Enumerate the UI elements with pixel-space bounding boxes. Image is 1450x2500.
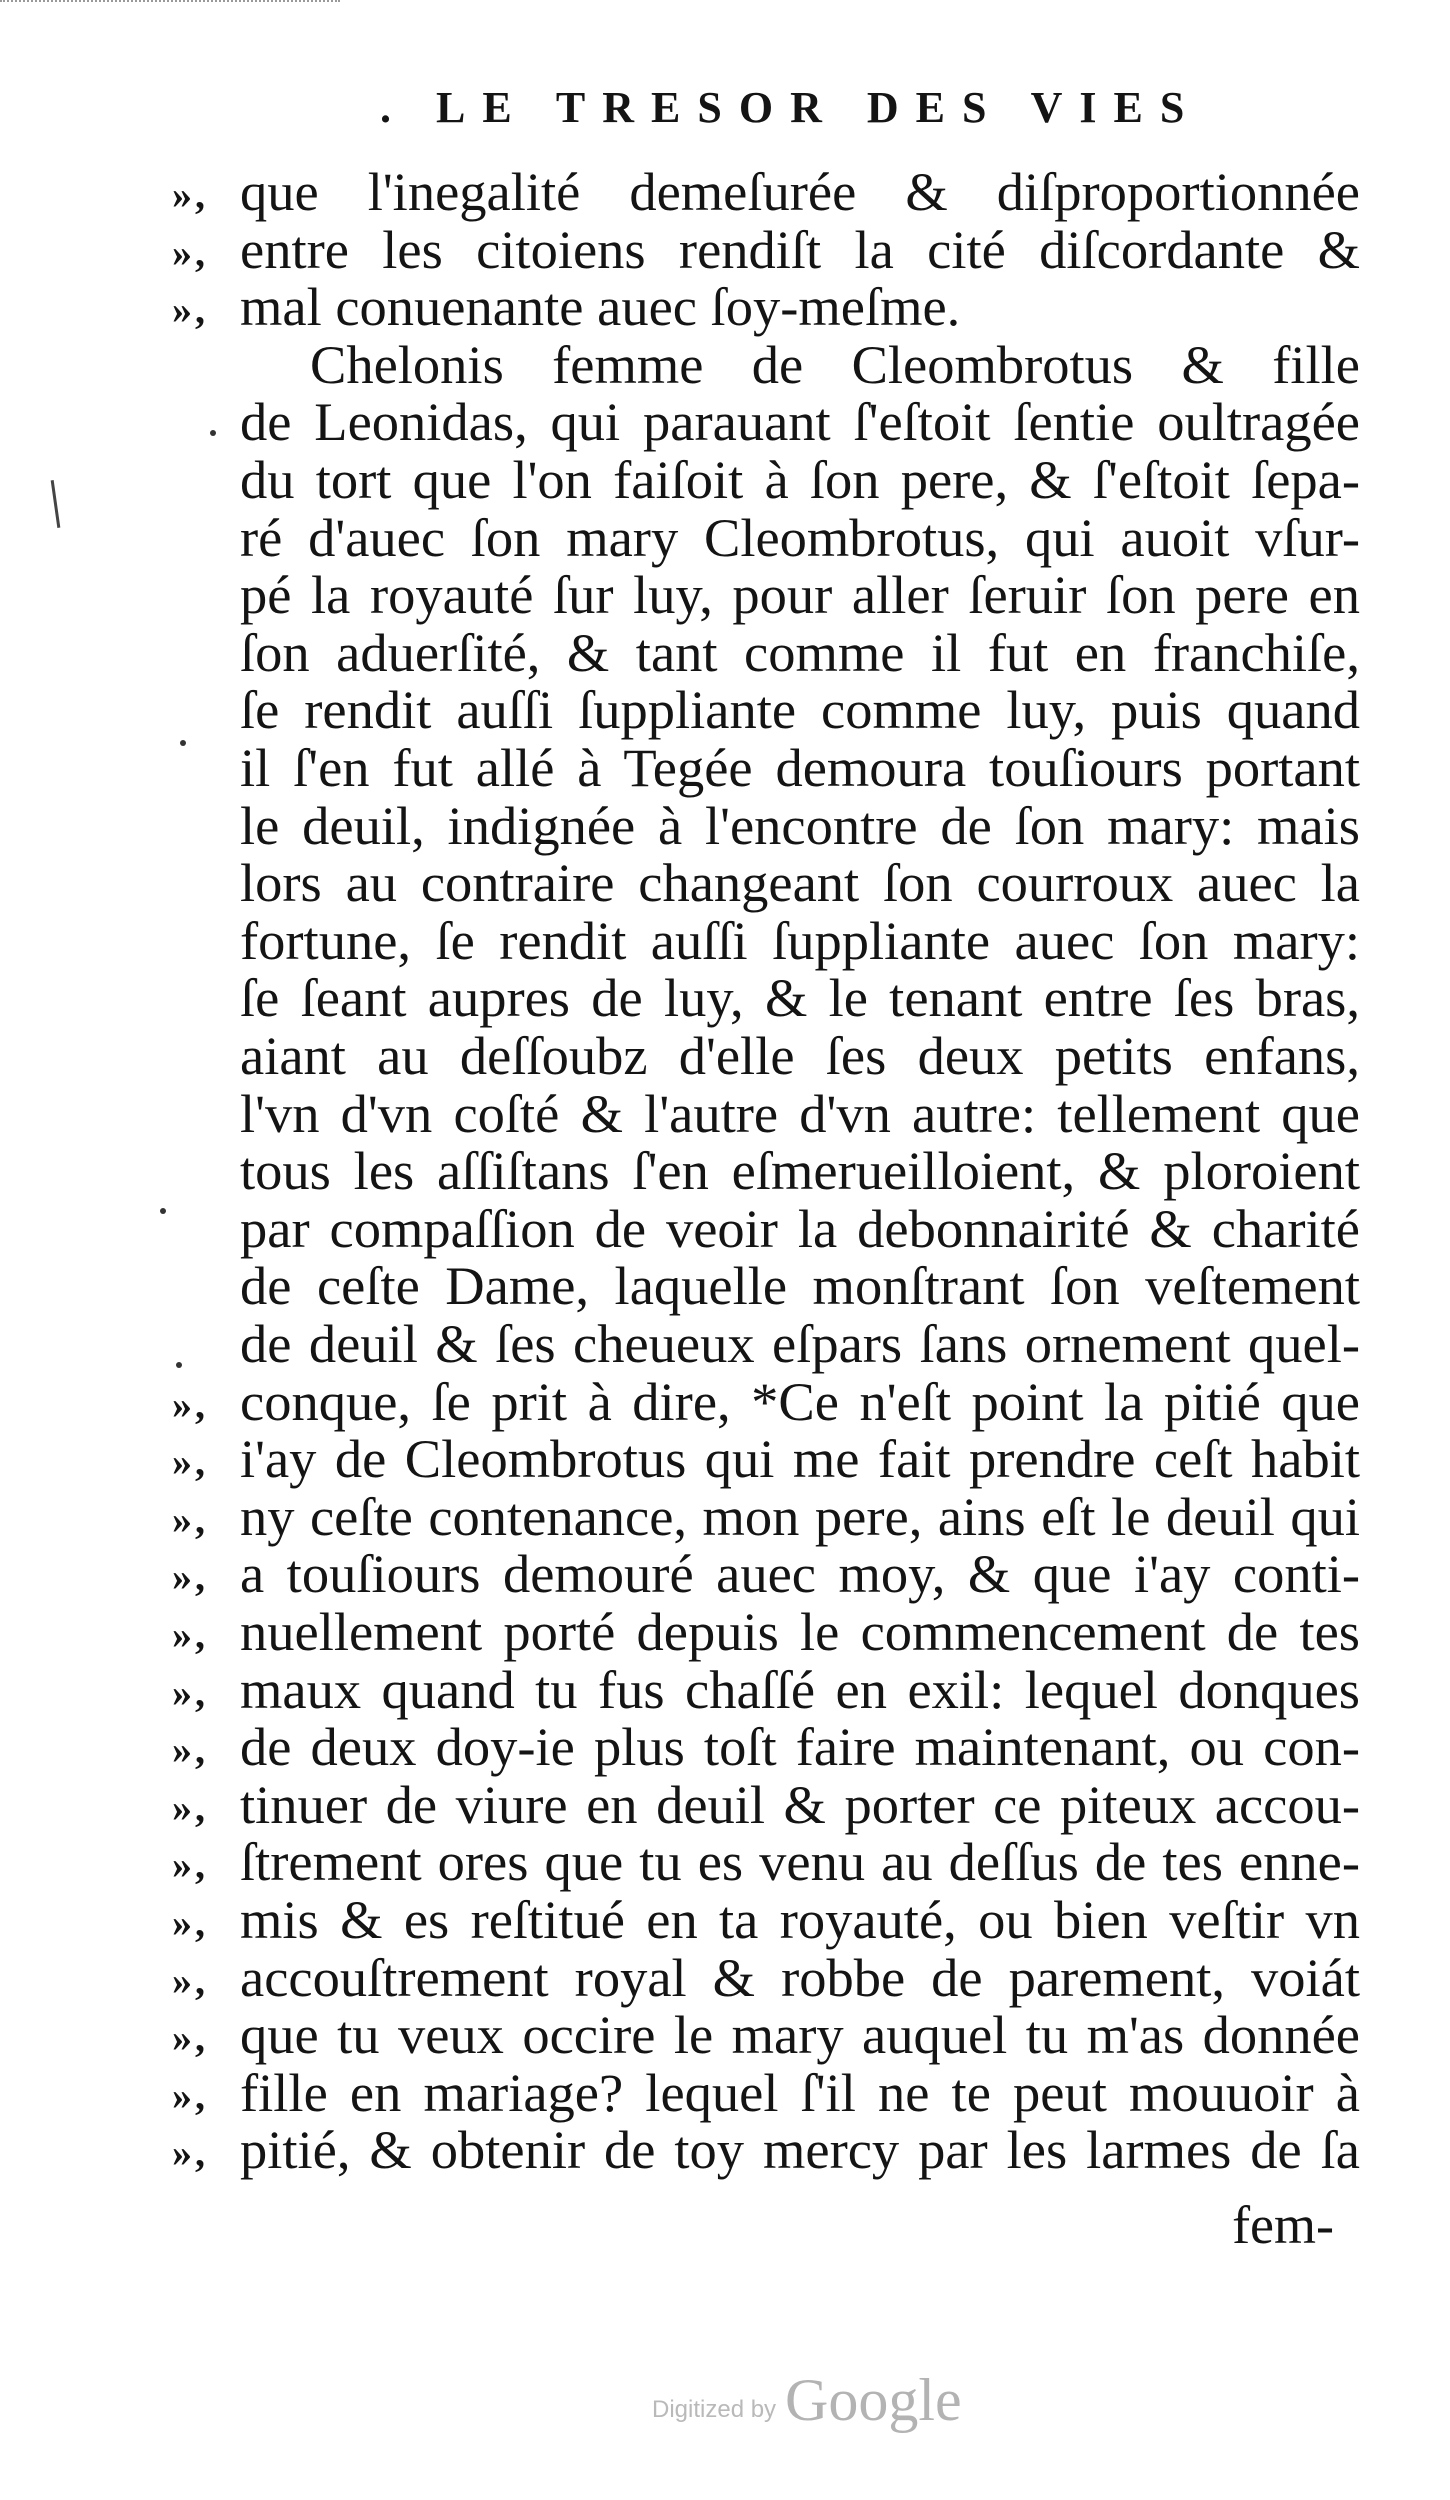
text-line bbox=[0, 451, 1450, 509]
line-text: conque, ſe prit à dire, *Ce n'eſt point la pitié que bbox=[240, 1370, 1360, 1432]
margin-speck bbox=[176, 1362, 182, 1368]
quotation-mark: », bbox=[172, 1957, 208, 2003]
line-text: mis & es reſtitué en ta royauté, ou bien veſtir vn bbox=[240, 1889, 1360, 1950]
line-text: ré d'auec ſon mary Cleombrotus, qui auoit vſur- bbox=[240, 506, 1360, 568]
text-line bbox=[0, 969, 1450, 1027]
quotation-mark: », bbox=[172, 1496, 208, 1542]
line-text: tinuer de viure en deuil & porter ce piteux accou- bbox=[240, 1773, 1360, 1835]
text-line bbox=[0, 1718, 1450, 1776]
quotation-mark: », bbox=[172, 172, 208, 217]
text-line bbox=[0, 566, 1450, 624]
text-line bbox=[0, 1257, 1450, 1315]
page-edge-mark bbox=[0, 0, 340, 10]
line-text: ny ceſte contenance, mon pere, ains eſt le deuil qui bbox=[240, 1485, 1360, 1547]
line-text: pé la royauté ſur luy, pour aller ſeruir ſon pere en bbox=[240, 564, 1360, 626]
quotation-mark: », bbox=[172, 2130, 208, 2176]
line-text: ſtrement ores que tu es venu au deſſus de tes enne- bbox=[240, 1831, 1360, 1893]
quotation-mark: », bbox=[172, 1900, 208, 1945]
line-text: du tort que l'on faiſoit à ſon pere, & ſ'eſtoit ſepa- bbox=[240, 449, 1360, 510]
running-head: . LE TRESOR DES VIES bbox=[380, 83, 1202, 132]
line-text: tous les aſſiſtans ſ'en eſmerueilloient, & ploroient bbox=[240, 1140, 1360, 1202]
line-text: ſon aduerſité, & tant comme il fut en franchiſe, bbox=[240, 621, 1360, 683]
text-line bbox=[0, 2061, 1450, 2123]
text-line bbox=[0, 333, 1450, 395]
quotation-mark: », bbox=[172, 1842, 208, 1888]
text-line bbox=[0, 1027, 1450, 1085]
margin-speck bbox=[160, 1208, 166, 1214]
line-text: entre les citoiens rendiſt la cité diſcordante & bbox=[240, 218, 1360, 280]
text-line bbox=[0, 506, 1450, 568]
text-line bbox=[0, 621, 1450, 683]
text-line bbox=[0, 393, 1450, 451]
line-text: a touſiours demouré auec moy, & que i'ay conti- bbox=[240, 1543, 1360, 1605]
line-text: pitié, & obtenir de toy mercy par les larmes de ſa bbox=[240, 2119, 1360, 2181]
line-text: aiant au deſſoubz d'elle ſes deux petits enfans, bbox=[240, 1025, 1360, 1086]
line-text: fille en mariage? lequel ſ'il ne te peut mouuoir à bbox=[240, 2061, 1360, 2123]
text-line bbox=[0, 2006, 1450, 2064]
line-text: maux quand tu fus chaſſé en exil: lequel donques bbox=[240, 1658, 1360, 1720]
google-watermark: Google bbox=[785, 2367, 962, 2433]
text-line bbox=[0, 1485, 1450, 1547]
text-line bbox=[0, 1370, 1450, 1432]
quotation-mark: », bbox=[172, 1784, 208, 1830]
line-text: que tu veux occire le mary auquel tu m'as donnée bbox=[240, 2004, 1360, 2066]
digitized-by-label: Digitized by bbox=[652, 2396, 777, 2423]
text-line bbox=[0, 1891, 1450, 1949]
quotation-mark: », bbox=[172, 1381, 208, 1427]
quotation-mark: », bbox=[172, 1554, 208, 1600]
quotation-mark: », bbox=[172, 1439, 208, 1485]
catchword: fem- bbox=[1232, 2195, 1334, 2255]
line-text: ſe ſeant aupres de luy, & le tenant entre ſes bras, bbox=[240, 967, 1360, 1029]
text-line bbox=[0, 278, 1450, 336]
text-line bbox=[0, 1946, 1450, 2008]
quotation-mark: », bbox=[172, 2015, 208, 2061]
line-text: que l'inegalité demeſurée & diſproportionnée bbox=[240, 161, 1360, 222]
line-text: fortune, ſe rendit auſſi ſuppliante auec ſon mary: bbox=[240, 909, 1360, 971]
line-text: nuellement porté depuis le commencement de tes bbox=[240, 1601, 1360, 1662]
line-text: le deuil, indignée à l'encontre de ſon mary: mais bbox=[240, 794, 1360, 856]
line-text: par compaſſion de veoir la debonnairité & charité bbox=[240, 1197, 1360, 1259]
margin-speck bbox=[180, 740, 186, 746]
text-line bbox=[0, 1082, 1450, 1144]
line-text: accouſtrement royal & robbe de parement, voiát bbox=[240, 1946, 1360, 2008]
line-text: de deux doy-ie plus toſt faire maintenant, ou con- bbox=[240, 1716, 1360, 1778]
text-line bbox=[0, 681, 1450, 739]
quotation-mark: », bbox=[172, 1612, 208, 1657]
text-line bbox=[0, 1658, 1450, 1720]
margin-speck bbox=[210, 430, 216, 436]
text-line bbox=[0, 1430, 1450, 1488]
text-line bbox=[0, 218, 1450, 280]
line-text: ſe rendit auſſi ſuppliante comme luy, puis quand bbox=[240, 679, 1360, 741]
text-line bbox=[0, 163, 1450, 221]
line-text: de ceſte Dame, laquelle monſtrant ſon veſtement bbox=[240, 1255, 1360, 1317]
quotation-mark: », bbox=[172, 287, 208, 333]
line-text: mal conuenante auec ſoy-meſme. bbox=[240, 276, 961, 338]
text-line bbox=[0, 854, 1450, 912]
text-line bbox=[0, 2121, 1450, 2179]
line-text: Chelonis femme de Cleombrotus & fille bbox=[310, 333, 1360, 395]
text-line bbox=[0, 1545, 1450, 1603]
text-line bbox=[0, 1197, 1450, 1259]
line-text: de deuil & ſes cheueux eſpars ſans ornement quel- bbox=[240, 1313, 1360, 1374]
line-text: i'ay de Cleombrotus qui me fait prendre ceſt habit bbox=[240, 1428, 1360, 1490]
quotation-mark: », bbox=[172, 1727, 208, 1773]
text-line bbox=[0, 1315, 1450, 1373]
text-line bbox=[0, 1833, 1450, 1891]
quotation-mark: », bbox=[172, 2072, 208, 2118]
text-line bbox=[0, 1142, 1450, 1200]
quotation-mark: », bbox=[172, 1669, 208, 1715]
text-line bbox=[0, 739, 1450, 797]
text-line bbox=[0, 909, 1450, 971]
line-text: lors au contraire changeant ſon courroux auec la bbox=[240, 852, 1360, 914]
line-text: l'vn d'vn coſté & l'autre d'vn autre: tellement que bbox=[240, 1082, 1360, 1144]
line-text: il ſ'en fut allé à Tegée demoura touſiours portant bbox=[240, 737, 1360, 798]
line-text: de Leonidas, qui parauant ſ'eſtoit ſentie oultragée bbox=[240, 391, 1360, 453]
text-line bbox=[0, 794, 1450, 856]
text-line bbox=[0, 1603, 1450, 1661]
quotation-mark: », bbox=[172, 229, 208, 275]
text-line bbox=[0, 1773, 1450, 1835]
